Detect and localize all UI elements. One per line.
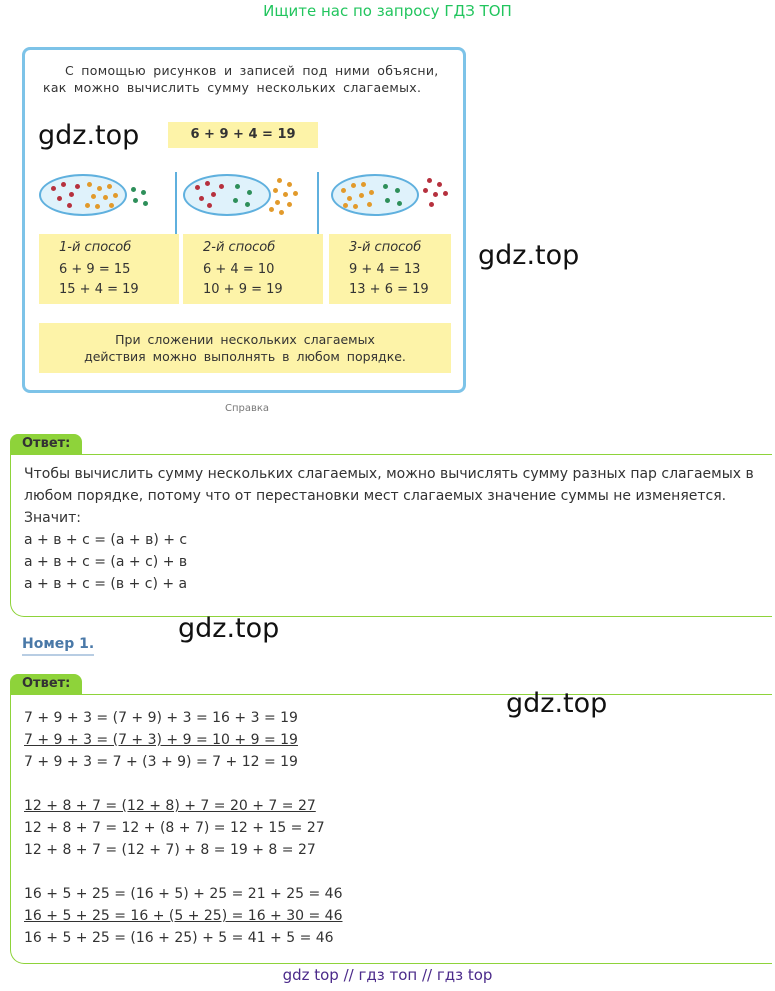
task-text: С помощью рисунков и записей под ними объясни, как можно вычислить сумму нескольких слагаемых. — [43, 63, 439, 95]
orange-dot — [369, 190, 374, 195]
orange-dot — [277, 178, 282, 183]
orange-dot — [107, 184, 112, 189]
rule-box — [39, 323, 451, 373]
rule-line: действия можно выполнять в любом порядке. — [84, 349, 406, 364]
orange-dot — [361, 182, 366, 187]
dots-ellipse-2 — [183, 174, 271, 216]
green-dot — [233, 198, 238, 203]
method-line: 6 + 9 = 15 — [59, 262, 131, 277]
footer-links[interactable]: gdz top // гдз топ // гдз top — [282, 966, 493, 984]
green-dot — [141, 190, 146, 195]
answer-line: 7 + 9 + 3 = (7 + 9) + 3 = 16 + 3 = 19 — [24, 710, 298, 726]
orange-dot — [91, 194, 96, 199]
answer-line: Чтобы вычислить сумму нескольких слагаемых, можно вычислять сумму разных пар слагаемых в — [24, 466, 754, 482]
answer-line: 12 + 8 + 7 = (12 + 8) + 7 = 20 + 7 = 27 — [24, 798, 316, 814]
green-dot — [397, 201, 402, 206]
method-line: 13 + 6 = 19 — [349, 282, 429, 297]
reference-link[interactable]: Справка — [225, 403, 270, 414]
method-title: 3-й способ — [349, 240, 422, 255]
red-dot — [427, 178, 432, 183]
green-dot — [133, 198, 138, 203]
method-box-2 — [183, 234, 323, 304]
red-dot — [437, 182, 442, 187]
orange-dot — [113, 193, 118, 198]
red-dot — [205, 181, 210, 186]
red-dot — [443, 191, 448, 196]
method-line: 10 + 9 = 19 — [203, 282, 283, 297]
orange-dot — [353, 204, 358, 209]
watermark: gdz.top — [38, 120, 140, 151]
red-dot — [51, 186, 56, 191]
red-dot — [195, 185, 200, 190]
watermark: gdz.top — [178, 613, 280, 644]
red-dot — [75, 184, 80, 189]
green-dot — [245, 202, 250, 207]
red-dot — [207, 203, 212, 208]
method-line: 6 + 4 = 10 — [203, 262, 275, 277]
answer-line: 16 + 5 + 25 = 16 + (5 + 25) = 16 + 30 = 46 — [24, 908, 343, 924]
orange-dot — [85, 203, 90, 208]
orange-dot — [347, 196, 352, 201]
answer-line: 16 + 5 + 25 = (16 + 5) + 25 = 21 + 25 = 46 — [24, 886, 343, 902]
method-title: 1-й способ — [59, 240, 132, 255]
answer-line: 7 + 9 + 3 = (7 + 3) + 9 = 10 + 9 = 19 — [24, 732, 298, 748]
method-box-1 — [39, 234, 179, 304]
orange-dot — [343, 203, 348, 208]
orange-dot — [359, 193, 364, 198]
red-dot — [219, 184, 224, 189]
green-dot — [395, 188, 400, 193]
answer-line: 7 + 9 + 3 = 7 + (3 + 9) = 7 + 12 = 19 — [24, 754, 298, 770]
method-line: 15 + 4 = 19 — [59, 282, 139, 297]
green-dot — [383, 184, 388, 189]
equation-box: 6 + 9 + 4 = 19 — [168, 122, 318, 148]
red-dot — [429, 202, 434, 207]
method-box-3 — [329, 234, 451, 304]
watermark: gdz.top — [478, 240, 580, 271]
green-dot — [235, 184, 240, 189]
red-dot — [61, 182, 66, 187]
orange-dot — [287, 202, 292, 207]
dots-ellipse-1 — [39, 174, 127, 216]
answer-line: Значит: — [24, 510, 81, 526]
answer-label: Ответ: — [10, 434, 82, 454]
method-title: 2-й способ — [203, 240, 276, 255]
red-dot — [67, 203, 72, 208]
orange-dot — [87, 182, 92, 187]
red-dot — [211, 192, 216, 197]
green-dot — [143, 201, 148, 206]
answer-line: а + в + с = (в + с) + а — [24, 576, 188, 592]
orange-dot — [293, 191, 298, 196]
answer-label: Ответ: — [10, 674, 82, 694]
answer-line: 16 + 5 + 25 = (16 + 25) + 5 = 41 + 5 = 46 — [24, 930, 334, 946]
task-illustration — [22, 47, 466, 393]
watermark: gdz.top — [506, 688, 608, 719]
red-dot — [57, 196, 62, 201]
orange-dot — [273, 188, 278, 193]
answer-line: а + в + с = (а + в) + с — [24, 532, 188, 548]
method-line: 9 + 4 = 13 — [349, 262, 421, 277]
red-dot — [199, 196, 204, 201]
answer-line: 12 + 8 + 7 = (12 + 7) + 8 = 19 + 8 = 27 — [24, 842, 316, 858]
green-dot — [247, 190, 252, 195]
answer-line: а + в + с = (а + с) + в — [24, 554, 188, 570]
orange-dot — [275, 200, 280, 205]
green-dot — [385, 198, 390, 203]
answer-line: 12 + 8 + 7 = 12 + (8 + 7) = 12 + 15 = 27 — [24, 820, 325, 836]
green-dot — [131, 187, 136, 192]
orange-dot — [269, 207, 274, 212]
orange-dot — [367, 202, 372, 207]
orange-dot — [109, 203, 114, 208]
rule-line: При сложении нескольких слагаемых — [115, 332, 375, 347]
orange-dot — [97, 186, 102, 191]
red-dot — [433, 192, 438, 197]
top-banner: Ищите нас по запросу ГДЗ ТОП — [263, 2, 512, 20]
number-link[interactable]: Номер 1. — [22, 636, 94, 656]
orange-dot — [341, 188, 346, 193]
orange-dot — [279, 210, 284, 215]
red-dot — [423, 188, 428, 193]
orange-dot — [351, 183, 356, 188]
dots-ellipse-3 — [331, 174, 419, 216]
orange-dot — [103, 195, 108, 200]
red-dot — [69, 192, 74, 197]
orange-dot — [283, 192, 288, 197]
orange-dot — [287, 182, 292, 187]
answer-box-1 — [10, 454, 772, 617]
orange-dot — [95, 204, 100, 209]
answer-line: любом порядке, потому что от перестановки мест слагаемых значение суммы не изменяется. — [24, 488, 727, 504]
answer-box-2 — [10, 694, 772, 964]
